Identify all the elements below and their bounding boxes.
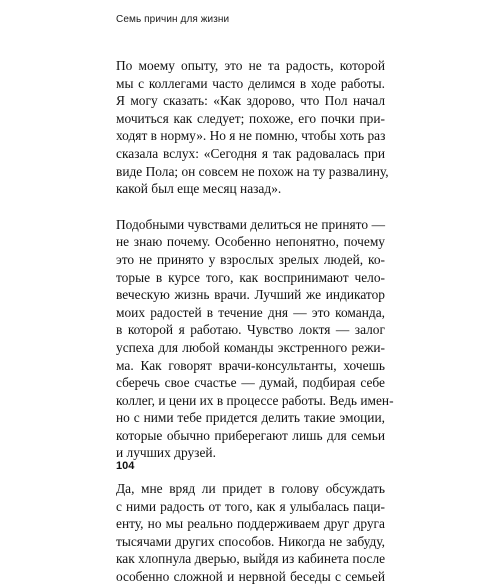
text-line: сказала вслух: «Сегодня я так радовалась при — [116, 145, 385, 161]
text-line: мы с коллегами часто делимся в ходе работы. — [116, 75, 385, 91]
text-line: По моему опыту, это не та радость, которой — [116, 58, 385, 73]
text-line: коллег, и цени их в процессе работы. Ведь имен- — [116, 392, 394, 408]
text-line: особенно сложной и нервной беседы с семьей — [116, 569, 385, 585]
text-line: какой был еще месяц назад». — [116, 181, 282, 197]
text-line: ходят в норму». Но я не помню, чтобы хоть раз — [116, 128, 386, 144]
text-line: в которой я работаю. Чувство локтя — залог — [116, 322, 385, 338]
text-line: мочиться как следует; похоже, его почки при- — [116, 110, 385, 126]
text-line: которые обычно приберегают лишь для семьи — [116, 427, 385, 443]
text-line: но с ними тебе придется делить такие эмоции, — [116, 410, 385, 426]
text-line: как хлопнула дверью, выйдя из кабинета после — [116, 551, 386, 567]
page-number: 104 — [116, 460, 135, 472]
text-line: торые в курсе того, как воспринимают чело- — [116, 269, 385, 285]
text-line: енту, но мы реально поддерживаем друг друга — [116, 516, 385, 532]
text-line: успеха для любой команды экстренного режи- — [116, 339, 385, 355]
paragraph — [116, 480, 385, 586]
text-line: сберечь свое счастье — думай, подбирая себе — [116, 375, 385, 391]
text-line: веческую жизнь врачи. Лучший же индикатор — [116, 287, 385, 303]
running-head: Семь причин для жизни — [116, 14, 230, 25]
text-line: Я могу сказать: «Как здорово, что Пол начал — [116, 93, 385, 109]
text-line: Да, мне вряд ли придет в голову обсуждать — [116, 481, 385, 497]
text-line: виде Пола; он совсем не похож на ту развалину, — [116, 163, 389, 179]
text-line: с ними радость от того, как я улыбалась паци- — [116, 498, 385, 514]
text-line: не знаю почему. Особенно непонятно, почему — [116, 234, 385, 250]
text-line: ма. Как говорят врачи-консультанты, хочешь — [116, 357, 385, 373]
paragraph — [116, 216, 394, 462]
text-line: это не принято у взрослых зрелых людей, ко- — [116, 251, 385, 267]
text-line: тысячами других способов. Никогда не забуду, — [116, 533, 385, 549]
paragraph — [116, 57, 389, 198]
text-line: Подобными чувствами делиться не принято — — [116, 216, 385, 232]
text-line: моих радостей в течение дня — это команда, — [116, 304, 385, 320]
text-line: и лучших друзей. — [116, 445, 216, 461]
body-text — [116, 57, 394, 586]
